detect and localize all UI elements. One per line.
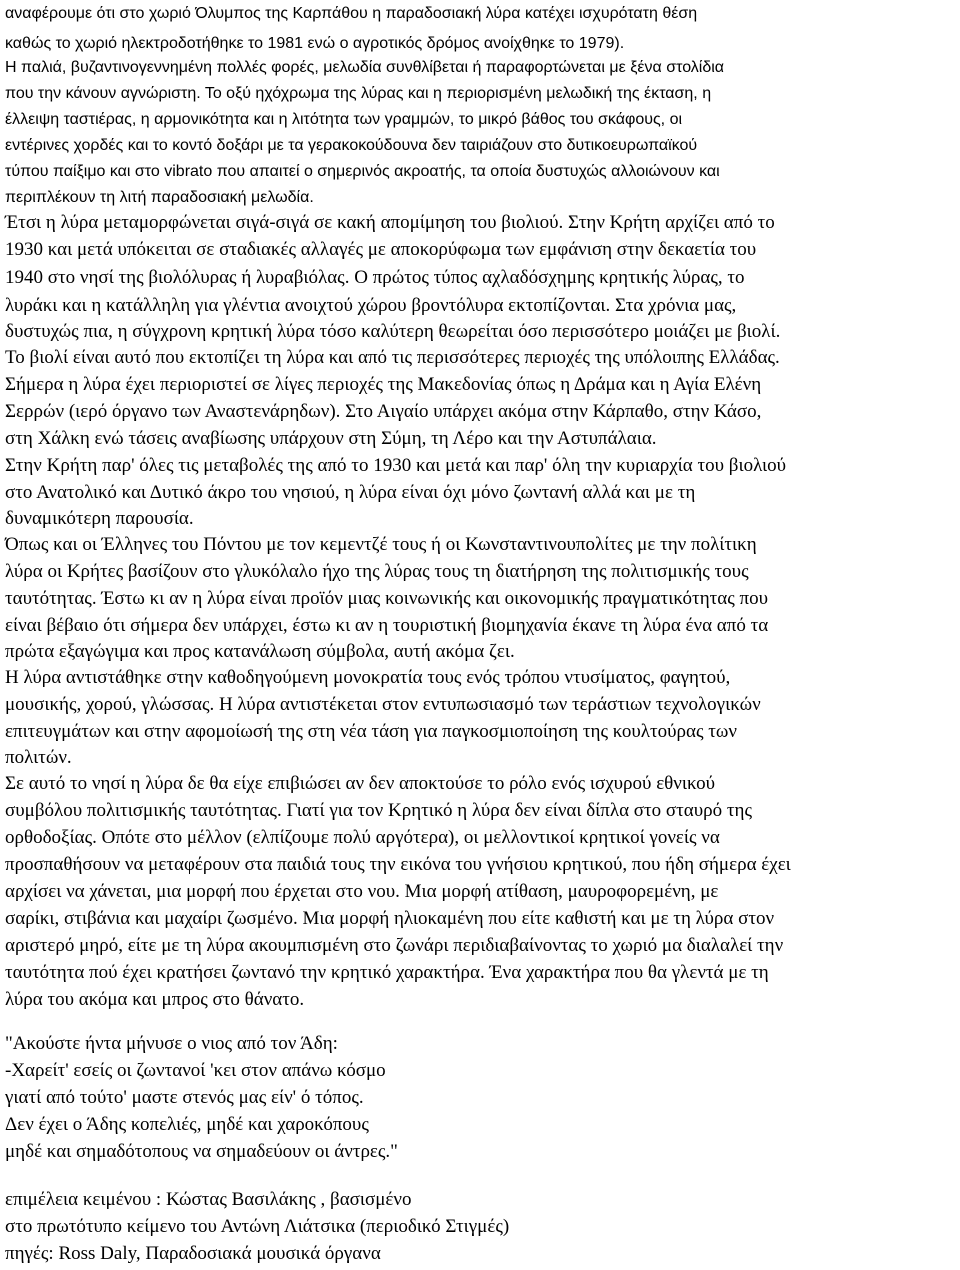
text-line: 1930 και μετά υπόκειται σε σταδιακές αλλαγές με αποκορύφωμα των εμφάνιση στην δεκαετία του (5, 239, 757, 260)
text-line: Η λύρα αντιστάθηκε στην καθοδηγούμενη μονοκρατία τους ενός τρόπου ντυσίματος, φαγητού, (5, 667, 731, 688)
text-line: ορθοδοξίας. Οπότε στο μέλλον (ελπίζουμε πολύ αργότερα), οι μελλοντικοί κρητικοί γονείς να (5, 827, 720, 848)
text-line: αναφέρουμε ότι στο χωριό Όλυμπος της Καρπάθου η παραδοσιακή λύρα κατέχει ισχυρότατη θέση (5, 5, 698, 22)
text-line: τύπου παίξιμο και στο vibrato που απαιτεί ο σημερινός ακροατής, τα οποία δυστυχώς αλλοιώνουν και (5, 163, 720, 180)
text-line: Δεν έχει ο Άδης κοπελιές, μηδέ και χαροκόπους (5, 1114, 369, 1135)
text-line: λυράκι και η κατάλληλη για γλέντια ανοιχτού χώρου βροντόλυρα εκτοπίζονται. Στα χρόνια μας, (5, 295, 737, 316)
text-line: αριστερό μηρό, είτε με τη λύρα ακουμπισμένη στο ζωνάρι περιδιαβαίνοντας το χωριό μα διαλαλεί την (5, 935, 784, 956)
text-line: δυστυχώς πια, η σύγχρονη κρητική λύρα τόσο καλύτερη θεωρείται όσο περισσότερο μοιάζει με βιολί. (5, 321, 781, 342)
text-line: Όπως και οι Έλληνες του Πόντου με τον κεμεντζέ τους ή οι Κωνσταντινουπολίτες με την πολίτικη (5, 534, 757, 555)
text-line: είναι βέβαιο ότι σήμερα δεν υπάρχει, έστω κι αν η τουριστική βιομηχανία έκανε τη λύρα ένα από τα (5, 615, 769, 636)
text-line: αρχίσει να χάνεται, μια μορφή που έρχεται στο νου. Μια μορφή ατίθαση, μαυροφορεμένη, με (5, 881, 719, 902)
text-line: πρώτα εξαγώγιμα και προς κατανάλωση σύμβολα, αυτή ακόμα ζει. (5, 641, 515, 662)
text-line: πηγές: Ross Daly, Παραδοσιακά μουσικά όργανα (5, 1243, 381, 1264)
text-line: Σε αυτό το νησί η λύρα δε θα είχε επιβιώσει αν δεν αποκτούσε το ρόλο ενός ισχυρού εθνικού (5, 773, 716, 794)
text-line: μηδέ και σημαδότοπους να σημαδεύουν οι άντρες." (5, 1141, 398, 1162)
text-line: μουσικής, χορού, γλώσσας. Η λύρα αντιστέκεται στον εντυπωσιασμό των τεράστιων τεχνολογικών (5, 694, 761, 715)
text-line: καθώς το χωριό ηλεκτροδοτήθηκε το 1981 ενώ ο αγροτικός δρόμος ανοίχθηκε το 1979). (5, 35, 625, 52)
text-line: Σερρών (ιερό όργανο των Αναστενάρηδων). Στο Αιγαίο υπάρχει ακόμα στην Κάρπαθο, στην Κάσο, (5, 401, 762, 422)
text-line: Έτσι η λύρα μεταμορφώνεται σιγά-σιγά σε κακή απομίμηση του βιολιού. Στην Κρήτη αρχίζει από το (5, 212, 775, 233)
text-line: επιτευγμάτων και στην αφομοίωσή της στη νέα τάση για παγκοσμιοποίηση της κουλτούρας των (5, 721, 737, 742)
text-line: συμβόλου πολιτισμικής ταυτότητας. Γιατί για τον Κρητικό η λύρα δεν είναι δίπλα στο σταυρό της (5, 800, 752, 821)
text-line: περιπλέκουν τη λιτή παραδοσιακή μελωδία. (5, 189, 314, 206)
text-line: Η παλιά, βυζαντινογεννημένη πολλές φορές, μελωδία συνθλίβεται ή παραφορτώνεται με ξένα στολίδια (5, 59, 725, 76)
text-line: δυναμικότερη παρουσία. (5, 508, 194, 529)
text-line: λύρα του ακόμα και μπρος στο θάνατο. (5, 989, 305, 1010)
text-line: στη Χάλκη ενώ τάσεις αναβίωσης υπάρχουν στη Σύμη, τη Λέρο και την Αστυπάλαια. (5, 428, 657, 449)
text-line: ταυτότητα πού έχει κρατήσει ζωντανό την κρητικό χαρακτήρα. Ένα χαρακτήρα που θα γλεντά με τη (5, 962, 769, 983)
text-line: έλλειψη ταστιέρας, η αρμονικότητα και η λιτότητα των γραμμών, το μικρό βάθος του σκάφους, οι (5, 111, 683, 128)
text-line: Σήμερα η λύρα έχει περιοριστεί σε λίγες περιοχές της Μακεδονίας όπως η Δράμα και η Αγία Ελένη (5, 374, 762, 395)
text-line: -Χαρείτ' εσείς οι ζωντανοί 'κει στον απάνω κόσμο (5, 1060, 386, 1081)
text-line: "Ακούστε ήντα μήνυσε ο νιος από τον Άδη: (5, 1033, 338, 1054)
text-line: γιατί από τούτο' μαστε στενός μας είν' ό τόπος. (5, 1087, 364, 1108)
text-line: προσπαθήσουν να μεταφέρουν στα παιδιά τους την εικόνα του γνήσιου κρητικού, που ήδη σήμερα έχει (5, 854, 791, 875)
text-line: που την κάνουν αγνώριστη. Το οξύ ηχόχρωμα της λύρας και η περιορισμένη μελωδική της έκταση, η (5, 85, 712, 102)
text-line: εντέρινες χορδές και το κοντό δοξάρι με τα γερακοκούδουνα δεν ταιριάζουν στο δυτικοευρωπαϊκού (5, 137, 698, 154)
text-line: στο Ανατολικό και Δυτικό άκρο του νησιού, η λύρα είναι όχι μόνο ζωντανή αλλά και με τη (5, 482, 696, 503)
text-line: Το βιολί είναι αυτό που εκτοπίζει τη λύρα και από τις περισσότερες περιοχές της υπόλοιπης Ελλάδας. (5, 347, 780, 368)
text-line: σαρίκι, στιβάνια και μαχαίρι ζωσμένο. Μια μορφή ηλιοκαμένη που είτε καθιστή και με τη λύρα στον (5, 908, 775, 929)
text-line: λύρα οι Κρήτες βασίζουν στο γλυκόλαλο ήχο της λύρας τους τη διατήρηση της πολιτισμικής τους (5, 561, 749, 582)
text-line: στο πρωτότυπο κείμενο του Αντώνη Λιάτσικα (περιοδικό Στιγμές) (5, 1216, 510, 1237)
text-line: πολιτών. (5, 747, 72, 768)
text-line: επιμέλεια κειμένου : Κώστας Βασιλάκης , βασισμένο (5, 1189, 412, 1210)
text-line: Στην Κρήτη παρ' όλες τις μεταβολές της από το 1930 και μετά και παρ' όλη την κυριαρχία του βιολιού (5, 455, 787, 476)
text-line: 1940 στο νησί της βιολόλυρας ή λυραβιόλας. Ο πρώτος τύπος αχλαδόσχημης κρητικής λύρας, το (5, 267, 745, 288)
text-line: ταυτότητας. Έστω κι αν η λύρα είναι προϊόν μιας κοινωνικής και οικονομικής πραγματικότητας που (5, 588, 768, 609)
